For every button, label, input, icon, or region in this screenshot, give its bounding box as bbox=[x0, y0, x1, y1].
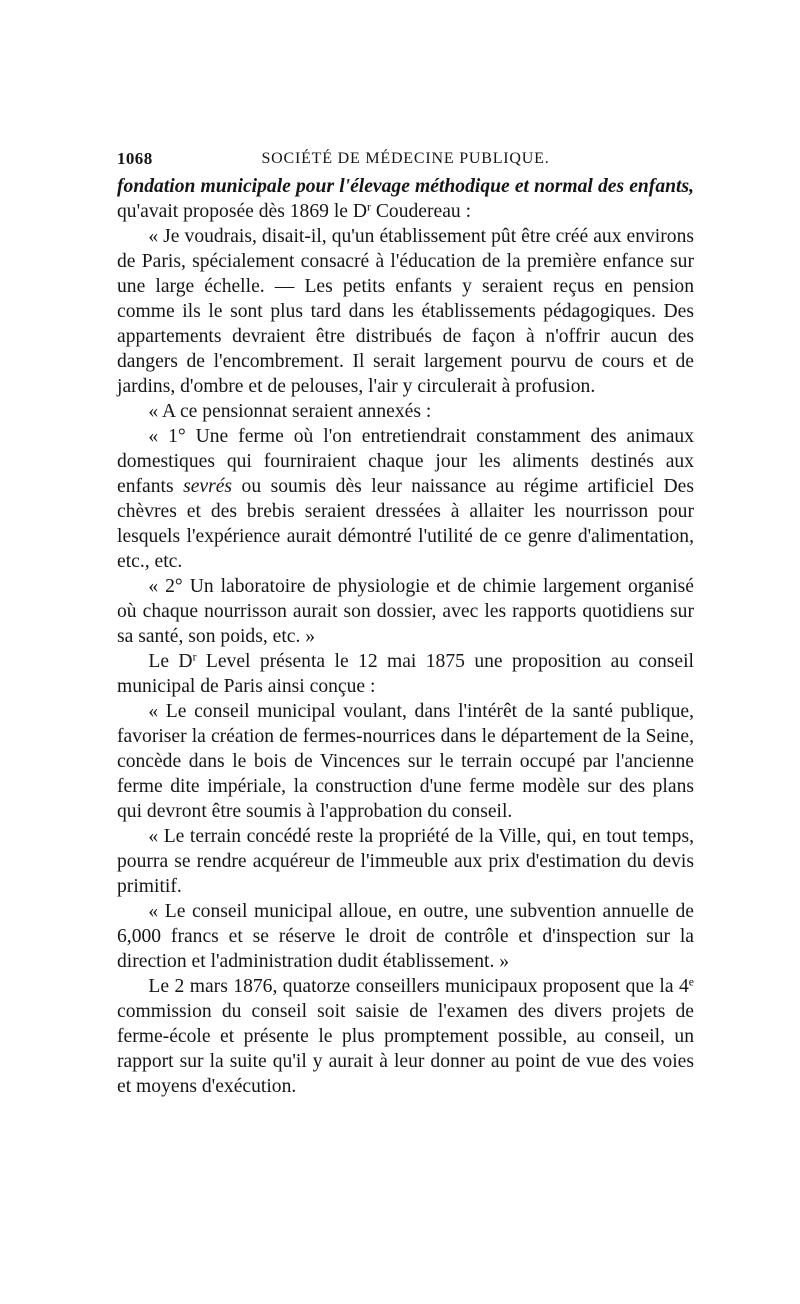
paragraph-text: « 1° Une ferme où l'on entretiendrait constamment des animaux domestiques qui fourniraient chaque jour les aliments destinés aux enfants bbox=[117, 426, 694, 497]
document-page bbox=[117, 146, 694, 1099]
paragraph-terrain bbox=[117, 824, 694, 899]
paragraph-text: « A ce pensionnat seraient annexés : bbox=[148, 401, 432, 422]
paragraph-subvention bbox=[117, 899, 694, 974]
superscript: r bbox=[367, 200, 371, 214]
paragraph-text: « Le conseil municipal voulant, dans l'intérêt de la santé publique, favoriser la création de fermes-nourrices dans le département de la Seine, concède dans le bois de Vincences sur le terrain occupé par l'ancienne ferme dite impériale, la construction d'une ferme modèle sur des plans qui devront être soumis à l'approbation du conseil. bbox=[117, 701, 694, 822]
paragraph-text: ou soumis dès leur naissance au régime artificiel Des chèvres et des brebis seraient dressées à allaiter les nourrisson pour lesquels l'expérience aurait démontré l'utilité de ce genre d'alimentation, etc., etc. bbox=[117, 476, 694, 572]
paragraph-text: commission du conseil soit saisie de l'examen des divers projets de ferme-école et présente le plus promptement possible, au conseil, un rapport sur la suite qu'il y aurait à leur donner au point de vue des voies et moyens d'exécution. bbox=[117, 1001, 694, 1097]
paragraph-mars-1876 bbox=[117, 974, 694, 1099]
page-header bbox=[117, 146, 694, 172]
running-title: SOCIÉTÉ DE MÉDECINE PUBLIQUE. bbox=[261, 150, 550, 167]
superscript: e bbox=[688, 975, 694, 989]
paragraph-text: qu'avait proposée dès 1869 le D bbox=[117, 201, 368, 222]
paragraph-ferme bbox=[117, 424, 694, 574]
body-text bbox=[117, 174, 694, 1099]
paragraph-text: Le 2 mars 1876, quatorze conseillers municipaux proposent que la 4 bbox=[148, 976, 689, 997]
paragraph-fondation bbox=[117, 174, 694, 224]
paragraph-text: « Je voudrais, disait-il, qu'un établissement pût être créé aux environs de Paris, spécialement consacré à l'éducation de la première enfance sur une large échelle. — Les petits enfants y seraient reçus en pension comme ils le sont plus tard dans les établissements pédagogiques. Des appartements devraient être distribués de façon à n'offrir aucun des dangers de l'encombrement. Il serait largement pourvu de cours et de jardins, d'ombre et de pelouses, l'air y circulerait à profusion. bbox=[117, 226, 694, 397]
italic-word: sevrés bbox=[183, 476, 233, 497]
paragraph-text: « 2° Un laboratoire de physiologie et de chimie largement organisé où chaque nourrisson aurait son dossier, avec les rapports quotidiens sur sa santé, son poids, etc. » bbox=[117, 576, 694, 647]
paragraph-text: Level présenta le 12 mai 1875 une proposition au conseil municipal de Paris ainsi conçue : bbox=[117, 651, 694, 697]
paragraph-quote-coudereau bbox=[117, 224, 694, 399]
paragraph-conseil-municipal bbox=[117, 699, 694, 824]
paragraph-text: « Le conseil municipal alloue, en outre, une subvention annuelle de 6,000 francs et se réserve le droit de contrôle et d'inspection sur la direction et l'administration dudit établissement. » bbox=[117, 901, 694, 972]
paragraph-level bbox=[117, 649, 694, 699]
paragraph-annexes bbox=[117, 399, 694, 424]
superscript: r bbox=[192, 650, 197, 664]
page-number: 1068 bbox=[117, 149, 153, 168]
paragraph-text: Le D bbox=[148, 651, 193, 672]
paragraph-text: « Le terrain concédé reste la propriété de la Ville, qui, en tout temps, pourra se rendre acquéreur de l'immeuble aux prix d'estimation du devis primitif. bbox=[117, 826, 694, 897]
emphasized-phrase: fondation municipale pour l'élevage méthodique et normal des enfants, bbox=[117, 176, 694, 197]
paragraph-text: Coudereau : bbox=[370, 201, 472, 222]
paragraph-laboratoire bbox=[117, 574, 694, 649]
